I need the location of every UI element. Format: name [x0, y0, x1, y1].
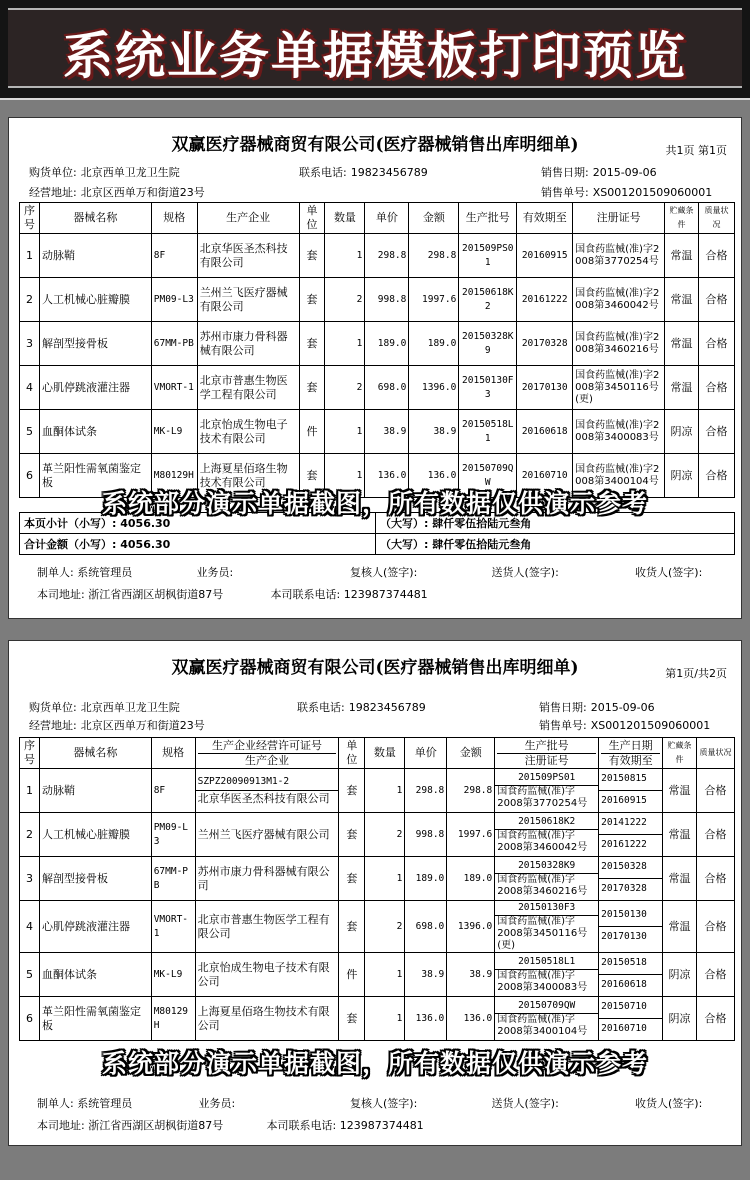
cell-maker: 苏州市康力骨科器械有限公司 — [195, 857, 339, 901]
cell-price: 136.0 — [405, 997, 447, 1041]
address-field: 经营地址: 北京区西单万和街道23号 — [29, 186, 205, 199]
docno-field: 销售单号: XS001201509060001 — [541, 186, 713, 199]
cell-spec: VMORT-1 — [151, 901, 195, 953]
cell-maker: 苏州市康力骨科器械有限公司 — [197, 322, 299, 366]
cell-storage: 阴凉 — [663, 997, 697, 1041]
cell-maker: 北京怡成生物电子技术有限公司 — [197, 410, 299, 454]
cell-storage: 常温 — [663, 813, 697, 857]
cell-amount: 189.0 — [409, 322, 459, 366]
table-row — [20, 953, 735, 997]
cell-quality: 合格 — [697, 813, 735, 857]
cell-amount: 1396.0 — [447, 901, 495, 953]
cell-expiry: 20160710 — [517, 454, 573, 498]
cell-amount: 38.9 — [447, 953, 495, 997]
cell-qty: 1 — [325, 410, 365, 454]
cell-spec: PM09-L3 — [151, 813, 195, 857]
cell-qty: 1 — [365, 953, 405, 997]
cell-quality: 合格 — [697, 997, 735, 1041]
phone-field: 联系电话: 19823456789 — [299, 166, 428, 179]
table-row — [20, 278, 735, 322]
cell-price: 136.0 — [365, 454, 409, 498]
cell-maker: 北京市普惠生物医学工程有限公司 — [197, 366, 299, 410]
cell-dates: 20141222 20161222 — [599, 813, 663, 857]
cell-name: 心肌停跳液灌注器 — [39, 901, 151, 953]
cell-qty: 1 — [325, 234, 365, 278]
date-field: 销售日期: 2015-09-06 — [541, 166, 657, 179]
cell-unit: 套 — [339, 813, 365, 857]
cell-unit: 套 — [299, 278, 325, 322]
banner — [0, 0, 750, 100]
company-info-line-1: 本司地址: 浙江省西湖区胡枫街道87号 本司联系电话: 123987374481 — [37, 588, 428, 601]
cell-qty: 1 — [325, 322, 365, 366]
cell-amount: 1997.6 — [447, 813, 495, 857]
cell-quality: 合格 — [697, 901, 735, 953]
cell-unit: 套 — [339, 901, 365, 953]
cell-expiry: 20161222 — [517, 278, 573, 322]
cell-name: 人工机械心脏瓣膜 — [39, 278, 151, 322]
cell-spec: MK-L9 — [151, 410, 197, 454]
cell-spec: 8F — [151, 234, 197, 278]
items-table-1 — [19, 202, 735, 498]
table-header-row: 序号 器械名称 规格 生产企业 单位 数量 单价 金额 生产批号 有效期至 注册证号 贮藏条件 质量状况 — [20, 203, 735, 234]
cell-unit: 件 — [339, 953, 365, 997]
cell-name: 解剖型接骨板 — [39, 322, 151, 366]
cell-qty: 2 — [365, 901, 405, 953]
cell-reg: 国食药监械(准)字2008第3460042号 — [573, 278, 665, 322]
cell-no: 3 — [20, 857, 40, 901]
cell-price: 998.8 — [405, 813, 447, 857]
cell-quality: 合格 — [698, 366, 734, 410]
cell-dates: 20150518 20160618 — [599, 953, 663, 997]
cell-no: 6 — [20, 454, 40, 498]
cell-spec: M80129H — [151, 454, 197, 498]
cell-name: 革兰阳性需氧菌鉴定板 — [39, 997, 151, 1041]
date-field: 销售日期: 2015-09-06 — [539, 701, 655, 714]
cell-qty: 2 — [325, 366, 365, 410]
cell-qty: 2 — [325, 278, 365, 322]
cell-maker: SZPZ20090913M1-2 北京华医圣杰科技有限公司 — [195, 769, 339, 813]
table-row — [20, 997, 735, 1041]
cell-batch: 20150709QW — [459, 454, 517, 498]
table-row — [20, 857, 735, 901]
cell-no: 1 — [20, 769, 40, 813]
demo-caption-overlay-1: 系统部分演示单据截图，所有数据仅供演示参考 — [101, 489, 648, 518]
cell-name: 人工机械心脏瓣膜 — [39, 813, 151, 857]
cell-maker: 北京华医圣杰科技有限公司 — [197, 234, 299, 278]
cell-qty: 1 — [365, 997, 405, 1041]
cell-name: 革兰阳性需氧菌鉴定板 — [39, 454, 151, 498]
cell-qty: 1 — [365, 769, 405, 813]
table-row — [20, 366, 735, 410]
cell-amount: 136.0 — [409, 454, 459, 498]
cell-maker: 上海夏星佰珞生物技术有限公司 — [195, 997, 339, 1041]
cell-spec: MK-L9 — [151, 953, 195, 997]
table-body-1 — [20, 234, 735, 498]
page-indicator: 第1页/共2页 — [665, 667, 727, 680]
cell-reg: 国食药监械(准)字2008第3400083号 — [573, 410, 665, 454]
cell-name: 动脉鞘 — [39, 234, 151, 278]
cell-no: 2 — [20, 278, 40, 322]
cell-spec: 8F — [151, 769, 195, 813]
docno-field: 销售单号: XS001201509060001 — [539, 719, 711, 732]
cell-quality: 合格 — [697, 857, 735, 901]
signature-line-1: 制单人: 系统管理员 业务员: 复核人(签字): 送货人(签字): 收货人(签字): — [37, 566, 703, 579]
cell-unit: 套 — [299, 322, 325, 366]
cell-batch-reg: 201509PS01 国食药监械(准)字2008第3770254号 — [495, 769, 599, 813]
table-body-2 — [20, 769, 735, 1041]
table-row — [20, 813, 735, 857]
cell-dates: 20150130 20170130 — [599, 901, 663, 953]
cell-price: 38.9 — [365, 410, 409, 454]
cell-maker: 兰州兰飞医疗器械有限公司 — [197, 278, 299, 322]
cell-name: 血酮体试条 — [39, 410, 151, 454]
cell-storage: 常温 — [665, 234, 699, 278]
cell-dates: 20150815 20160915 — [599, 769, 663, 813]
cell-no: 4 — [20, 901, 40, 953]
cell-unit: 套 — [299, 454, 325, 498]
cell-dates: 20150710 20160710 — [599, 997, 663, 1041]
cell-no: 3 — [20, 322, 40, 366]
cell-maker: 北京市普惠生物医学工程有限公司 — [195, 901, 339, 953]
cell-expiry: 20170328 — [517, 322, 573, 366]
banner-title: 系统业务单据模板打印预览 — [63, 27, 687, 85]
phone-field: 联系电话: 19823456789 — [297, 701, 426, 714]
table-row — [20, 769, 735, 813]
cell-unit: 套 — [299, 234, 325, 278]
banner-frame — [8, 8, 742, 88]
cell-amount: 1997.6 — [409, 278, 459, 322]
cell-quality: 合格 — [698, 234, 734, 278]
cell-spec: 67MM-PB — [151, 857, 195, 901]
cell-expiry: 20160618 — [517, 410, 573, 454]
cell-storage: 常温 — [663, 901, 697, 953]
cell-no: 1 — [20, 234, 40, 278]
cell-no: 5 — [20, 953, 40, 997]
cell-maker: 上海夏星佰珞生物技术有限公司 — [197, 454, 299, 498]
cell-storage: 常温 — [665, 278, 699, 322]
cell-batch: 20150130F3 — [459, 366, 517, 410]
cell-quality: 合格 — [698, 410, 734, 454]
subtotal-row: 本页小计（小写）: 4056.30 （大写）: 肆仟零伍拾陆元叁角 — [20, 513, 735, 534]
cell-batch-reg: 20150518L1 国食药监械(准)字2008第3400083号 — [495, 953, 599, 997]
cell-quality: 合格 — [697, 953, 735, 997]
cell-name: 心肌停跳液灌注器 — [39, 366, 151, 410]
table-row — [20, 901, 735, 953]
cell-batch: 20150618K2 — [459, 278, 517, 322]
cell-price: 298.8 — [365, 234, 409, 278]
cell-price: 298.8 — [405, 769, 447, 813]
cell-amount: 298.8 — [447, 769, 495, 813]
cell-expiry: 20170130 — [517, 366, 573, 410]
total-row: 合计金额（小写）: 4056.30 （大写）: 肆仟零伍拾陆元叁角 — [20, 534, 735, 555]
cell-batch-reg: 20150130F3 国食药监械(准)字2008第3450116号(更) — [495, 901, 599, 953]
cell-quality: 合格 — [697, 769, 735, 813]
cell-reg: 国食药监械(准)字2008第3770254号 — [573, 234, 665, 278]
cell-batch-reg: 20150618K2 国食药监械(准)字2008第3460042号 — [495, 813, 599, 857]
cell-reg: 国食药监械(准)字2008第3400104号 — [573, 454, 665, 498]
cell-batch: 20150328K9 — [459, 322, 517, 366]
cell-maker: 兰州兰飞医疗器械有限公司 — [195, 813, 339, 857]
cell-unit: 套 — [339, 997, 365, 1041]
cell-price: 189.0 — [365, 322, 409, 366]
cell-amount: 38.9 — [409, 410, 459, 454]
cell-batch: 20150518L1 — [459, 410, 517, 454]
cell-name: 动脉鞘 — [39, 769, 151, 813]
buyer-field: 购货单位: 北京西单卫龙卫生院 — [29, 701, 180, 714]
cell-batch: 201509PS01 — [459, 234, 517, 278]
cell-storage: 阴凉 — [663, 953, 697, 997]
cell-reg: 国食药监械(准)字2008第3450116号(更) — [573, 366, 665, 410]
doc-title: 双赢医疗器械商贸有限公司(医疗器械销售出库明细单) — [171, 658, 579, 678]
cell-unit: 件 — [299, 410, 325, 454]
cell-qty: 1 — [365, 857, 405, 901]
doc-title: 双赢医疗器械商贸有限公司(医疗器械销售出库明细单) — [171, 135, 579, 155]
cell-amount: 298.8 — [409, 234, 459, 278]
cell-storage: 阴凉 — [665, 454, 699, 498]
table-row — [20, 322, 735, 366]
cell-qty: 1 — [325, 454, 365, 498]
cell-unit: 套 — [299, 366, 325, 410]
cell-spec: VMORT-1 — [151, 366, 197, 410]
cell-quality: 合格 — [698, 322, 734, 366]
cell-price: 998.8 — [365, 278, 409, 322]
cell-qty: 2 — [365, 813, 405, 857]
buyer-field: 购货单位: 北京西单卫龙卫生院 — [29, 166, 180, 179]
cell-maker: 北京怡成生物电子技术有限公司 — [195, 953, 339, 997]
signature-line-2: 制单人: 系统管理员 业务员: 复核人(签字): 送货人(签字): 收货人(签字): — [37, 1097, 703, 1110]
cell-reg: 国食药监械(准)字2008第3460216号 — [573, 322, 665, 366]
cell-name: 解剖型接骨板 — [39, 857, 151, 901]
cell-no: 6 — [20, 997, 40, 1041]
cell-amount: 189.0 — [447, 857, 495, 901]
cell-license: SZPZ20090913M1-2 — [196, 774, 339, 791]
cell-amount: 136.0 — [447, 997, 495, 1041]
table-row — [20, 410, 735, 454]
cell-unit: 套 — [339, 769, 365, 813]
cell-price: 38.9 — [405, 953, 447, 997]
cell-storage: 常温 — [665, 322, 699, 366]
demo-caption-overlay-2: 系统部分演示单据截图，所有数据仅供演示参考 — [101, 1049, 648, 1078]
cell-batch-reg: 20150709QW 国食药监械(准)字2008第3400104号 — [495, 997, 599, 1041]
cell-quality: 合格 — [698, 278, 734, 322]
cell-batch-reg: 20150328K9 国食药监械(准)字2008第3460216号 — [495, 857, 599, 901]
cell-name: 血酮体试条 — [39, 953, 151, 997]
cell-storage: 常温 — [665, 366, 699, 410]
cell-price: 698.0 — [365, 366, 409, 410]
cell-expiry: 20160915 — [517, 234, 573, 278]
company-info-line-2: 本司地址: 浙江省西湖区胡枫街道87号 本司联系电话: 123987374481 — [37, 1119, 424, 1132]
cell-unit: 套 — [339, 857, 365, 901]
cell-storage: 常温 — [663, 857, 697, 901]
cell-storage: 常温 — [663, 769, 697, 813]
document-sheet-1 — [8, 117, 742, 619]
cell-price: 189.0 — [405, 857, 447, 901]
address-field: 经营地址: 北京区西单万和街道23号 — [29, 719, 205, 732]
cell-no: 2 — [20, 813, 40, 857]
cell-dates: 20150328 20170328 — [599, 857, 663, 901]
cell-no: 5 — [20, 410, 40, 454]
cell-storage: 阴凉 — [665, 410, 699, 454]
cell-price: 698.0 — [405, 901, 447, 953]
cell-spec: M80129H — [151, 997, 195, 1041]
cell-quality: 合格 — [698, 454, 734, 498]
cell-no: 4 — [20, 366, 40, 410]
cell-amount: 1396.0 — [409, 366, 459, 410]
items-table-2 — [19, 737, 735, 1041]
table-row — [20, 234, 735, 278]
table-header-row: 序号 器械名称 规格 生产企业经营许可证号 生产企业 单位 数量 单价 金额 生产批号 注册证号 生产日期 有效期至 贮藏条件 质量状况 — [20, 738, 735, 769]
cell-spec: 67MM-PB — [151, 322, 197, 366]
page-indicator: 共1页 第1页 — [665, 144, 727, 157]
cell-spec: PM09-L3 — [151, 278, 197, 322]
